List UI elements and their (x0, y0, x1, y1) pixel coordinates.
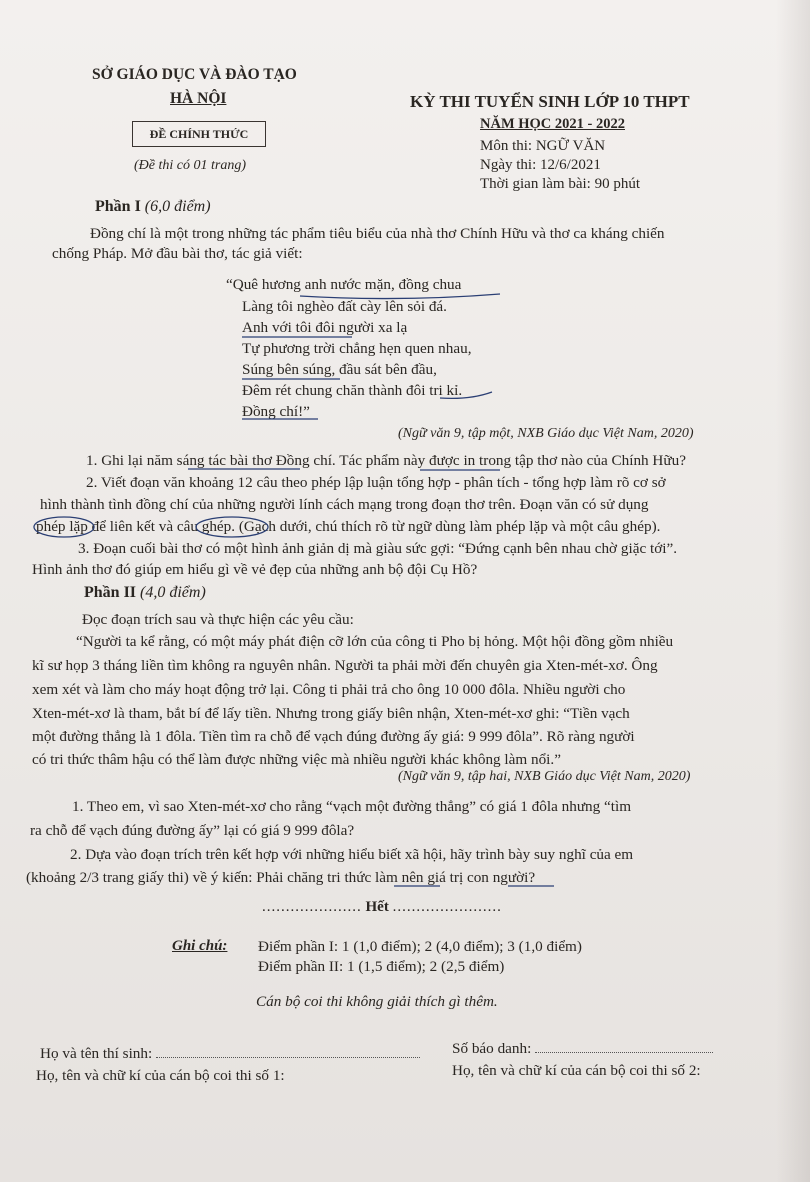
part2-question1-line1: 1. Theo em, vì sao Xten-mét-xơ cho rằng “vạch một đường thẳng” có giá 1 đôla nhưng “tìm (72, 798, 632, 815)
exam-date: Ngày thi: 12/6/2021 (480, 157, 601, 173)
note-line1: Điểm phần I: 1 (1,0 điểm); 2 (4,0 điểm); 3 (1,0 điểm) (258, 938, 582, 955)
poem-line: Đêm rét chung chăn thành đôi tri kỉ. (242, 382, 463, 399)
pen-underline (300, 294, 500, 299)
subject: Môn thi: NGỮ VĂN (480, 138, 606, 154)
proctor1-signature-label: Họ, tên và chữ kí của cán bộ coi thi số 1: (36, 1067, 285, 1084)
city-name: HÀ NỘI (170, 90, 227, 107)
excerpt-line: một đường thẳng là 1 đôla. Tiền tìm ra chỗ để vạch đúng đường ấy giá: 9 999 đôla”. Rõ ràng người (32, 728, 635, 745)
poem-line: “Quê hương anh nước mặn, đồng chua (226, 276, 462, 293)
excerpt-line: kĩ sư họp 3 tháng liền tìm không ra nguyên nhân. Người ta phải mời đến chuyên gia Xten-mét-xơ. Ông (32, 657, 658, 674)
proctor2-signature-label: Họ, tên và chữ kí của cán bộ coi thi số 2: (452, 1062, 701, 1079)
excerpt-line: xem xét và làm cho máy hoạt động trở lại. Công ti phải trả cho ông 10 000 đôla. Nhiều người cho (32, 681, 626, 698)
department-name: SỞ GIÁO DỤC VÀ ĐÀO TẠO (92, 66, 297, 83)
part1-question2-line2: hình thành tình đồng chí của những người lính cách mạng trong đoạn thơ trên. Đoạn văn có sử dụng (40, 496, 649, 513)
proctor-note: Cán bộ coi thi không giải thích gì thêm. (256, 993, 498, 1010)
end-dots-left: ..................... (262, 899, 362, 915)
note-line2: Điểm phần II: 1 (1,5 điểm); 2 (2,5 điểm) (258, 958, 505, 975)
pen-underline (440, 392, 492, 398)
poem-line: Tự phương trời chẳng hẹn quen nhau, (242, 340, 472, 357)
part1-title: Phần I (95, 198, 141, 215)
end-label: Hết (365, 899, 389, 915)
candidate-number-label: Số báo danh: (452, 1040, 532, 1057)
part2-question2-line2: (khoảng 2/3 trang giấy thi) về ý kiến: Phải chăng tri thức làm nên giá trị con người? (26, 869, 536, 886)
part2-question1-line2: ra chỗ để vạch đúng đường ấy” lại có giá 9 999 đôla? (30, 822, 355, 839)
excerpt-line: có tri thức thâm hậu có thể làm được những việc mà nhiều người khác không làm nổi.” (32, 751, 561, 768)
school-year: NĂM HỌC 2021 - 2022 (480, 116, 625, 132)
poem-line: Súng bên súng, đầu sát bên đầu, (242, 361, 437, 378)
part2-points: (4,0 điểm) (140, 584, 206, 601)
pages-note: (Đề thi có 01 trang) (134, 158, 246, 173)
part1-question2-line1: 2. Viết đoạn văn khoảng 12 câu theo phép lập luận tổng hợp - phân tích - tổng hợp làm rõ cơ sở (86, 474, 666, 491)
part2-instruction: Đọc đoạn trích sau và thực hiện các yêu cầu: (82, 611, 354, 628)
part1-intro-line1: Đồng chí là một trong những tác phẩm tiêu biểu của nhà thơ Chính Hữu và thơ ca kháng chiến (90, 225, 665, 242)
excerpt-line: Xten-mét-xơ là tham, bắt bí để lấy tiền. Nhưng trong giấy biên nhận, Xten-mét-xơ ghi: “Tiền vạch (32, 705, 630, 722)
part2-source: (Ngữ văn 9, tập hai, NXB Giáo dục Việt Nam, 2020) (398, 769, 691, 784)
candidate-name-label: Họ và tên thí sinh: (40, 1045, 153, 1062)
exam-duration: Thời gian làm bài: 90 phút (480, 176, 640, 192)
poem-line: Làng tôi nghèo đất cày lên sỏi đá. (242, 298, 447, 315)
part2-title: Phần II (84, 584, 137, 601)
note-label: Ghi chú: (172, 938, 228, 954)
pen-circle (34, 517, 94, 537)
part1-question3-line2: Hình ảnh thơ đó giúp em hiểu gì về vẻ đẹp của những anh bộ đội Cụ Hồ? (32, 561, 478, 578)
official-label: ĐỀ CHÍNH THỨC (132, 121, 266, 147)
part1-source: (Ngữ văn 9, tập một, NXB Giáo dục Việt Nam, 2020) (398, 426, 694, 441)
part2-question2-line1: 2. Dựa vào đoạn trích trên kết hợp với những hiểu biết xã hội, hãy trình bày suy nghĩ của em (70, 846, 634, 863)
part1-points: (6,0 điểm) (144, 198, 211, 215)
exam-title: KỲ THI TUYỂN SINH LỚP 10 THPT (410, 92, 690, 111)
poem-line: Đồng chí!” (242, 403, 310, 420)
part1-question3-line1: 3. Đoạn cuối bài thơ có một hình ảnh giản dị mà giàu sức gợi: “Đứng cạnh bên nhau chờ giặc tới”. (78, 540, 677, 557)
end-dots-right: ....................... (392, 899, 502, 915)
pen-circle (196, 517, 268, 537)
part1-intro-line2: chống Pháp. Mở đầu bài thơ, tác giả viết: (52, 245, 303, 262)
part1-question2-line3: phép lặp để liên kết và câu ghép. (Gạch dưới, chú thích rõ từ ngữ dùng làm phép lặp và một câu ghép). (36, 518, 661, 535)
part1-question1: 1. Ghi lại năm sáng tác bài thơ Đồng chí. Tác phẩm này được in trong tập thơ nào của Chính Hữu? (86, 452, 686, 469)
poem-line: Anh với tôi đôi người xa lạ (242, 319, 408, 336)
excerpt-line: “Người ta kể rằng, có một máy phát điện cỡ lớn của công ti Pho bị hỏng. Một hội đồng gồm nhiều (76, 633, 674, 650)
